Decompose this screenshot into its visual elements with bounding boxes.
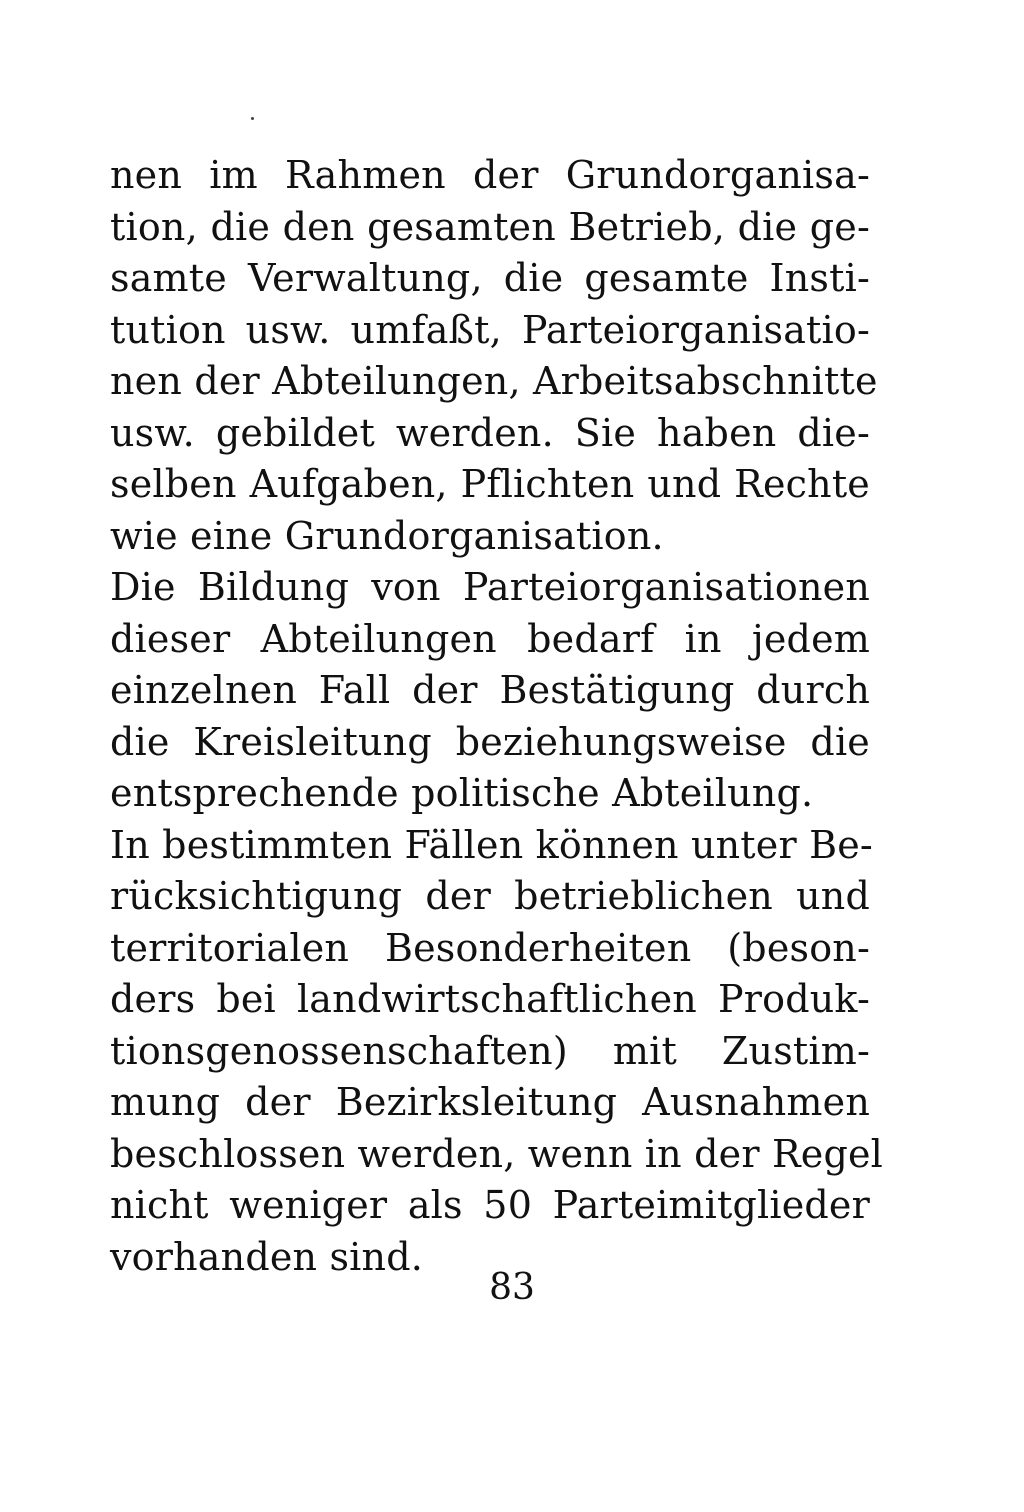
text-line: tion, die den gesamten Betrieb, die ge- [110,204,870,249]
body-text [110,150,884,1283]
text-line: tionsgenossenschaften) mit Zustim- [110,1028,870,1073]
text-line: Die Bildung von Parteiorganisationen [110,565,870,609]
paragraph-end-line: wie eine Grundorganisation. [110,513,664,558]
page-number: 83 [489,1267,535,1308]
text-line: samte Verwaltung, die gesamte Insti- [110,256,870,300]
paragraph-end-line: entsprechende politische Abteilung. [110,771,814,815]
text-line: selben Aufgaben, Pflichten und Rechte [110,462,870,506]
text-line: nen der Abteilungen, Arbeitsabschnitte [110,359,878,403]
text-line: In bestimmten Fällen können unter Be- [110,822,873,867]
text-line: beschlossen werden, wenn in der Regel [110,1131,884,1176]
text-line: usw. gebildet werden. Sie haben die- [110,410,870,455]
text-line: nen im Rahmen der Grundorganisa- [110,153,870,197]
text-line: nicht weniger als 50 Parteimitglieder [110,1183,870,1227]
text-line: mung der Bezirksleitung Ausnahmen [110,1080,870,1124]
text-line: tution usw. umfaßt, Parteiorganisatio- [110,307,870,352]
text-line: ders bei landwirtschaftlichen Produk- [110,977,870,1021]
text-line: dieser Abteilungen bedarf in jedem [110,616,870,661]
text-line: die Kreisleitung beziehungsweise die [110,719,870,764]
text-line: einzelnen Fall der Bestätigung durch [110,668,870,712]
print-speck [251,117,254,120]
text-line: rücksichtigung der betrieblichen und [110,874,870,918]
text-line: territorialen Besonderheiten (beson- [110,925,870,970]
paragraph-end-line: vorhanden sind. [110,1234,424,1279]
